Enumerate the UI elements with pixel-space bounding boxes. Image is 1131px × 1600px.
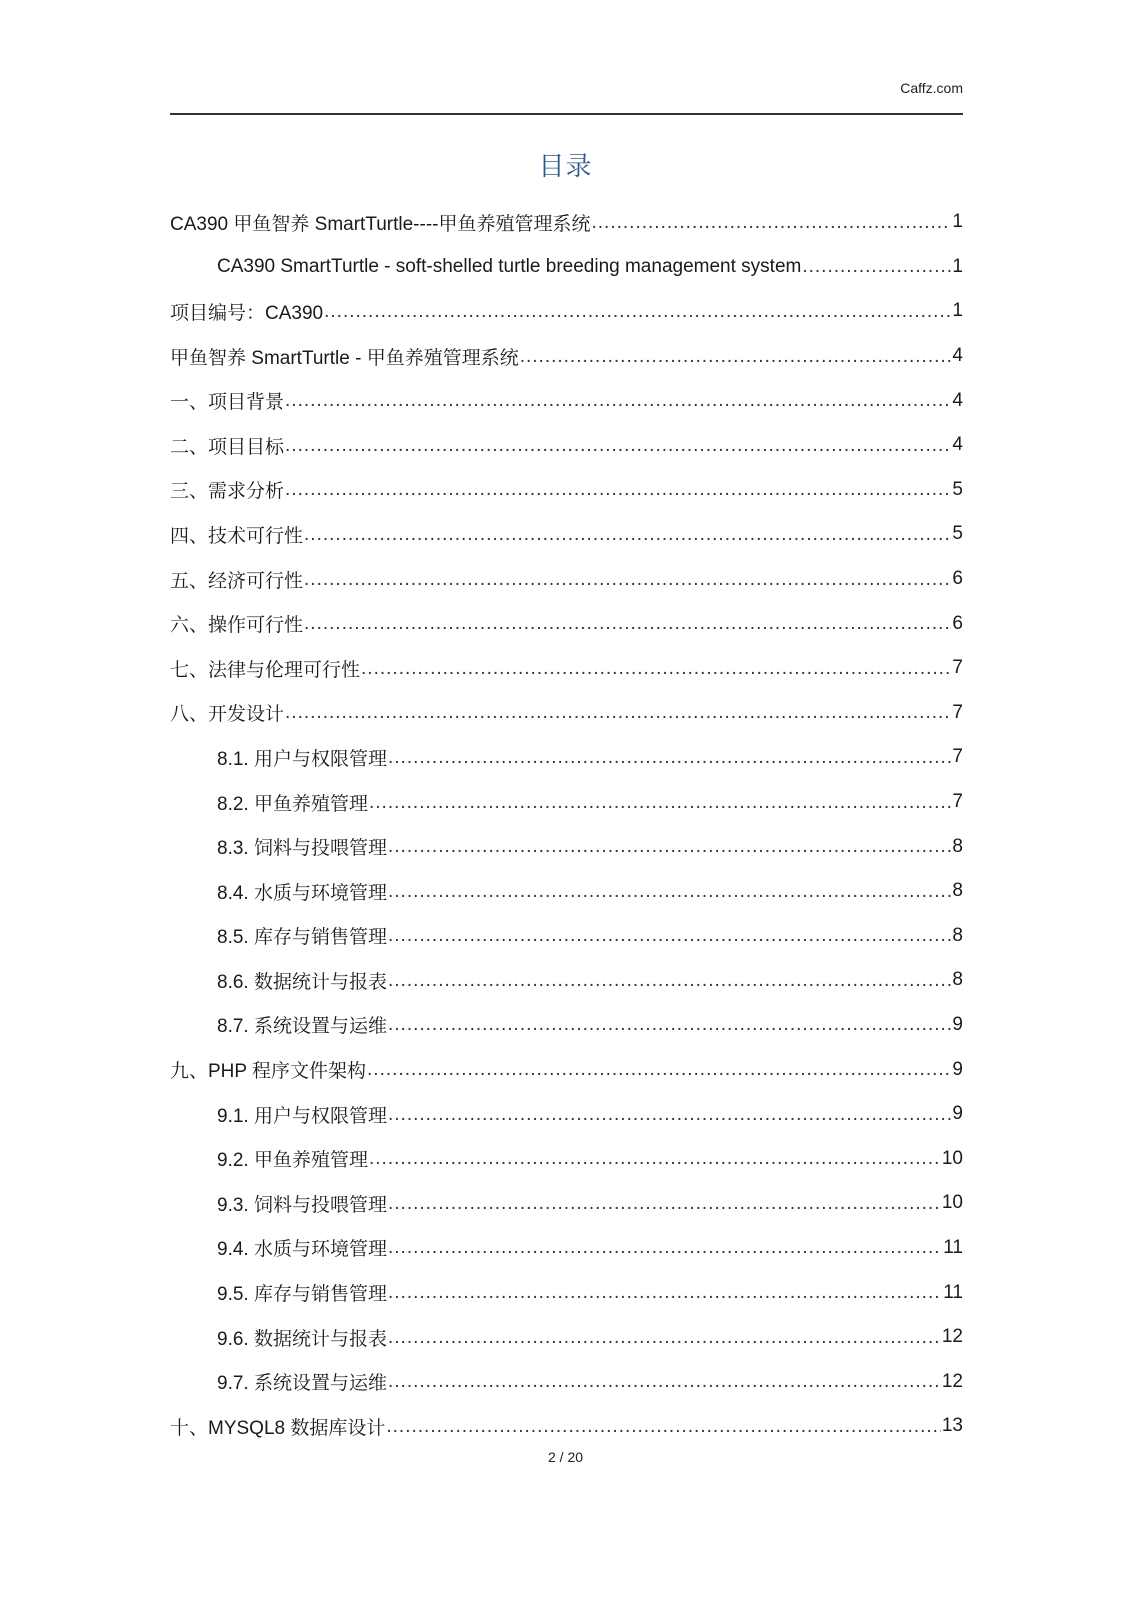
toc-entry[interactable] (170, 423, 963, 468)
toc-dot-leader (520, 347, 952, 366)
header-rule (170, 113, 963, 115)
toc-entry-label: 8.5. 库存与销售管理 (217, 927, 387, 949)
page-number: 2 / 20 (547, 1449, 584, 1465)
toc-dot-leader (285, 480, 951, 499)
toc-dot-leader (369, 793, 951, 812)
toc-entry-label: 8.6. 数据统计与报表 (217, 971, 387, 993)
toc-entry-label: 9.6. 数据统计与报表 (217, 1328, 387, 1350)
toc-entry-page: 1 (952, 211, 963, 233)
toc-dot-leader (369, 1149, 941, 1168)
toc-entry[interactable] (170, 289, 963, 334)
toc-entry-label: 项目编号：CA390 (170, 302, 324, 324)
toc-entry-label: 八、开发设计 (170, 704, 285, 726)
toc-entry-page: 11 (943, 1281, 963, 1303)
toc-entry[interactable] (170, 601, 963, 646)
toc-entry-label: 8.1. 用户与权限管理 (217, 748, 387, 770)
toc-entry[interactable] (170, 1181, 963, 1226)
toc-dot-leader (592, 213, 952, 232)
toc-entry-page: 4 (952, 389, 963, 411)
toc-entry-page: 7 (952, 701, 963, 723)
toc-dot-leader (388, 837, 951, 856)
toc-entry[interactable] (170, 1270, 963, 1315)
toc-entry-label: 六、操作可行性 (170, 615, 304, 637)
toc-dot-leader (361, 659, 951, 678)
toc-entry-label: 9.3. 饲料与投喂管理 (217, 1194, 387, 1216)
toc-entry-page: 7 (952, 746, 963, 768)
toc-entry-page: 4 (952, 345, 963, 367)
toc-entry[interactable] (170, 334, 963, 379)
toc-dot-leader (285, 703, 951, 722)
toc-entry[interactable] (170, 691, 963, 736)
toc-entry[interactable] (170, 512, 963, 557)
toc-entry[interactable] (170, 646, 963, 691)
toc-entry[interactable] (170, 557, 963, 602)
toc-entry-page: 6 (952, 612, 963, 634)
toc-entry-page: 12 (941, 1370, 963, 1392)
toc-entry[interactable] (170, 735, 963, 780)
toc-entry-page: 8 (952, 924, 963, 946)
toc-entry-page: 11 (943, 1236, 963, 1258)
toc-entry[interactable] (170, 1226, 963, 1271)
toc-dot-leader (388, 882, 951, 901)
toc-dot-leader (386, 1417, 940, 1436)
toc-dot-leader (285, 436, 951, 455)
toc-dot-leader (324, 302, 951, 321)
toc-entry-label: 九、PHP 程序文件架构 (170, 1061, 367, 1083)
toc-entry-page: 8 (952, 835, 963, 857)
toc-entry-label: 一、项目背景 (170, 392, 285, 414)
toc-dot-leader (304, 570, 951, 589)
toc-entry-label: 五、经济可行性 (170, 570, 304, 592)
toc-entry[interactable] (170, 1092, 963, 1137)
toc-dot-leader (388, 1238, 942, 1257)
toc-entry-page: 4 (952, 434, 963, 456)
toc-dot-leader (304, 525, 951, 544)
toc-entry-page: 1 (952, 255, 963, 277)
toc-dot-leader (367, 1060, 951, 1079)
table-of-contents (170, 200, 963, 1449)
toc-entry-page: 9 (952, 1013, 963, 1035)
toc-entry-page: 1 (952, 300, 963, 322)
toc-entry-page: 5 (952, 478, 963, 500)
toc-entry[interactable] (170, 1136, 963, 1181)
toc-dot-leader (388, 1105, 951, 1124)
toc-entry-label: 8.3. 饲料与投喂管理 (217, 838, 387, 860)
toc-entry-label: 四、技术可行性 (170, 525, 304, 547)
toc-entry-label: 9.5. 库存与销售管理 (217, 1284, 387, 1306)
toc-entry-label: 二、项目目标 (170, 436, 285, 458)
toc-entry[interactable] (170, 914, 963, 959)
toc-entry-page: 9 (952, 1103, 963, 1125)
toc-entry-label: 9.1. 用户与权限管理 (217, 1105, 387, 1127)
toc-entry[interactable] (170, 780, 963, 825)
toc-entry[interactable] (170, 1003, 963, 1048)
toc-entry-label: 三、需求分析 (170, 481, 285, 503)
toc-entry-page: 6 (952, 568, 963, 590)
toc-entry-page: 7 (952, 791, 963, 813)
toc-entry[interactable] (170, 200, 963, 245)
toc-entry-page: 13 (941, 1415, 963, 1437)
toc-entry-label: 8.4. 水质与环境管理 (217, 882, 387, 904)
toc-dot-leader (388, 926, 951, 945)
toc-entry[interactable] (170, 869, 963, 914)
toc-entry-label: 甲鱼智养 SmartTurtle - 甲鱼养殖管理系统 (170, 347, 519, 369)
toc-dot-leader (388, 1194, 941, 1213)
toc-entry-label: 9.7. 系统设置与运维 (217, 1373, 387, 1395)
toc-entry-label: 8.2. 甲鱼养殖管理 (217, 793, 368, 815)
toc-dot-leader (388, 1328, 941, 1347)
toc-entry-page: 10 (941, 1192, 963, 1214)
toc-dot-leader (388, 1372, 941, 1391)
toc-entry-label: 七、法律与伦理可行性 (170, 659, 361, 681)
toc-entry-label: 9.4. 水质与环境管理 (217, 1239, 387, 1261)
toc-dot-leader (802, 257, 951, 276)
toc-dot-leader (388, 1283, 942, 1302)
toc-entry-page: 5 (952, 523, 963, 545)
toc-entry-page: 12 (941, 1326, 963, 1348)
toc-entry[interactable] (170, 1315, 963, 1360)
toc-dot-leader (285, 391, 951, 410)
toc-dot-leader (388, 971, 951, 990)
toc-entry[interactable] (170, 245, 963, 290)
toc-entry-label: 十、MYSQL8 数据库设计 (170, 1417, 386, 1439)
toc-entry[interactable] (170, 1047, 963, 1092)
toc-entry[interactable] (170, 468, 963, 513)
toc-entry-page: 7 (952, 657, 963, 679)
toc-entry-page: 8 (952, 969, 963, 991)
toc-entry[interactable] (170, 378, 963, 423)
toc-entry-page: 10 (941, 1147, 963, 1169)
toc-entry[interactable] (170, 1404, 963, 1449)
toc-entry-label: CA390 甲鱼智养 SmartTurtle----甲鱼养殖管理系统 (170, 213, 591, 235)
toc-entry[interactable] (170, 958, 963, 1003)
toc-title: 目录 (538, 151, 593, 181)
toc-entry[interactable] (170, 824, 963, 869)
toc-entry-page: 9 (952, 1058, 963, 1080)
toc-entry-label: 9.2. 甲鱼养殖管理 (217, 1150, 368, 1172)
toc-entry-label: CA390 SmartTurtle - soft-shelled turtle breeding management system (217, 255, 802, 277)
toc-dot-leader (388, 1015, 951, 1034)
toc-entry-page: 8 (952, 880, 963, 902)
toc-entry[interactable] (170, 1359, 963, 1404)
toc-entry-label: 8.7. 系统设置与运维 (217, 1016, 387, 1038)
header-site-name: Caffz.com (900, 80, 963, 96)
toc-dot-leader (304, 614, 951, 633)
toc-dot-leader (388, 748, 951, 767)
